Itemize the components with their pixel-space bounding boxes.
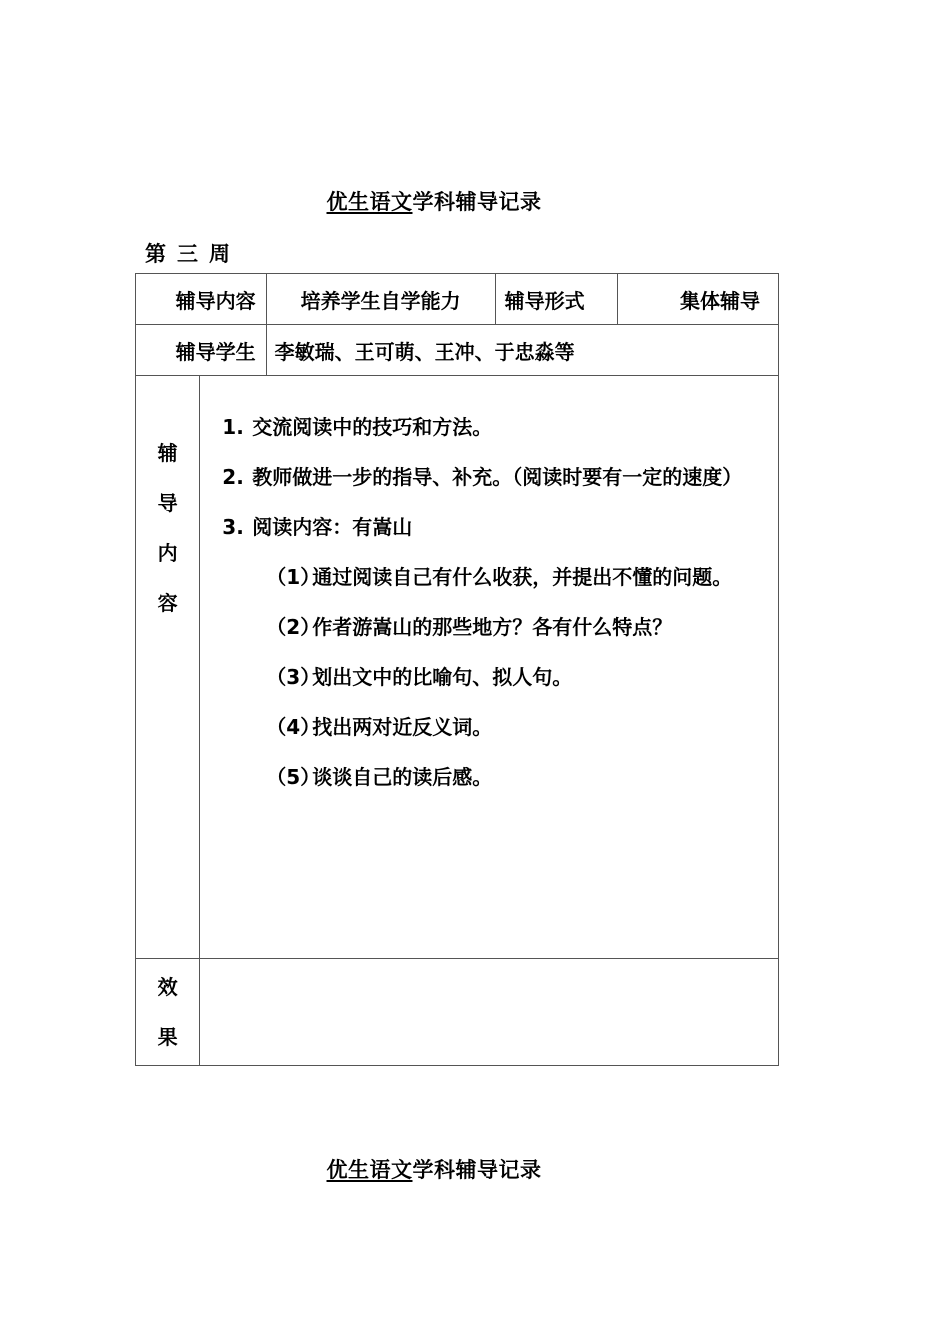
- sub-item-number: （4）: [266, 715, 321, 739]
- week-char: 第: [145, 242, 166, 266]
- list-item: [222, 452, 768, 502]
- label-char: 效: [157, 975, 178, 999]
- students-label: 辅导学生: [136, 325, 267, 376]
- content-value: 培养学生自学能力: [266, 274, 495, 325]
- students-value: 李敏瑞、王可萌、王冲、于忠淼等: [266, 325, 778, 376]
- table-row: [136, 376, 779, 959]
- item-text: 阅读内容：有嵩山: [252, 515, 413, 539]
- next-page-title: [0, 1154, 868, 1184]
- item-number: 1.: [222, 415, 244, 439]
- page-title: [0, 186, 868, 216]
- sub-item-text: 划出文中的比喻句、拟人句。: [312, 665, 573, 689]
- content-section-label: [136, 376, 200, 959]
- sub-item-text: 通过阅读自己有什么收获，并提出不懂的问题。: [312, 565, 733, 589]
- label-char: 果: [157, 1025, 178, 1049]
- title-rest-part: 学科辅导记录: [412, 190, 542, 214]
- label-char: 内: [157, 541, 178, 565]
- week-char: 三: [177, 242, 198, 266]
- table-row: [136, 959, 779, 1066]
- label-char: 容: [157, 591, 178, 615]
- list-item: [222, 402, 768, 452]
- record-table: [135, 273, 779, 1066]
- week-char: 周: [209, 242, 230, 266]
- sub-item-number: （2）: [266, 615, 321, 639]
- sub-item-text: 谈谈自己的读后感。: [312, 765, 493, 789]
- list-item: [222, 502, 768, 552]
- sub-list-item: [222, 752, 768, 802]
- sub-item-number: （1）: [266, 565, 321, 589]
- label-char: 辅: [157, 441, 178, 465]
- sub-item-text: 找出两对近反义词。: [312, 715, 493, 739]
- item-text: 教师做进一步的指导、补充。（阅读时要有一定的速度）: [252, 465, 743, 489]
- form-label: 辅导形式: [495, 274, 618, 325]
- title-rest-part: 学科辅导记录: [412, 1158, 542, 1182]
- sub-list-item: [222, 552, 768, 602]
- title-underlined-part: 优生语文: [326, 190, 413, 214]
- sub-item-number: （5）: [266, 765, 321, 789]
- item-number: 3.: [222, 515, 244, 539]
- sub-item-text: 作者游嵩山的那些地方？各有什么特点？: [312, 615, 673, 639]
- item-text: 交流阅读中的技巧和方法。: [252, 415, 493, 439]
- label-char: 导: [157, 491, 178, 515]
- form-value: 集体辅导: [618, 274, 779, 325]
- sub-item-number: （3）: [266, 665, 321, 689]
- week-label: [145, 238, 241, 268]
- effect-section-label: [136, 959, 200, 1066]
- content-label: 辅导内容: [136, 274, 267, 325]
- item-number: 2.: [222, 465, 244, 489]
- title-underlined-part: 优生语文: [326, 1158, 413, 1182]
- table-row: [136, 325, 779, 376]
- sub-list-item: [222, 702, 768, 752]
- sub-list-item: [222, 602, 768, 652]
- content-section-body: [200, 376, 779, 959]
- effect-section-body[interactable]: [200, 959, 779, 1066]
- table-row: [136, 274, 779, 325]
- sub-list-item: [222, 652, 768, 702]
